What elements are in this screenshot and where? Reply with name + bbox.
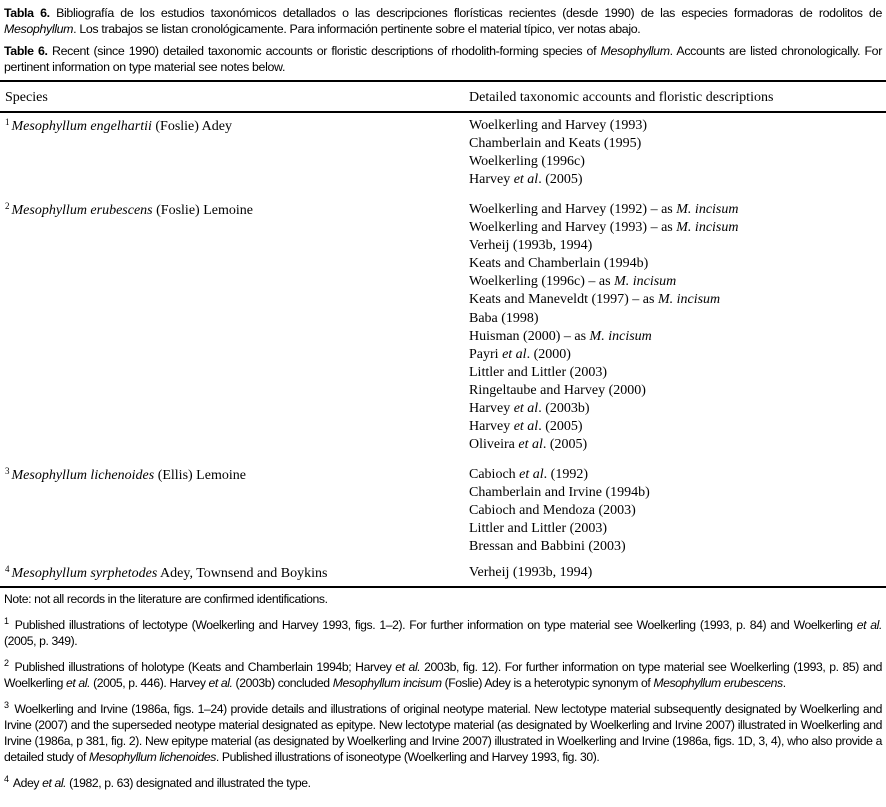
table-top-rule [0,80,886,82]
account-entry: Keats and Chamberlain (1994b) [469,256,649,272]
account-entry: Ringeltaube and Harvey (2000) [469,382,646,398]
accounts-cell [469,117,647,189]
species-name: Mesophyllum erubescens [11,203,153,218]
caption-english-label: Table 6. [4,44,48,58]
accounts-cell [469,466,650,556]
account-entry: Keats and Maneveldt (1997) – as M. incisum [469,292,721,308]
footnote-4: $^4$ Adey et al. (1982, p. 63) designated and illustrated the type. [4,774,311,790]
account-entry: Verheij (1993b, 1994) [469,238,593,254]
species-authority: (Foslie) Adey [151,119,232,134]
species-name: Mesophyllum syrphetodes [11,566,158,581]
species-authority: Adey, Townsend and Boykins [157,566,328,581]
account-entry: Woelkerling (1996c) – as M. incisum [469,274,677,290]
account-entry: Harvey et al. (2003b) [469,401,590,417]
footnote-2: $^2$ Published illustrations of holotype (Keats and Chamberlain 1994b; Harvey et al. 2003b, fig. 12). For further information on type material see Woelkerling (1993, p. 85) and Woelkerling et al. (2005, p. 446). Harvey et al. (2003b) concluded Mesophyllum incisum (Foslie) Adey is a heterotypic synonym of Mesophyllum erubescens. [4,658,882,690]
table-bottom-rule [0,586,886,588]
species-cell: $^3$ Mesophyllum lichenoides (Ellis) Lemoine [5,466,246,483]
note-general: Note: not all records in the literature are confirmed identifications. [4,592,328,606]
species-name: Mesophyllum lichenoides [11,468,155,483]
account-entry: Payri et al. (2000) [469,346,571,362]
species-cell: $^2$ Mesophyllum erubescens (Foslie) Lemoine [5,201,253,218]
account-entry: Littler and Littler (2003) [469,521,608,537]
account-entry: Oliveira et al. (2005) [469,437,588,453]
species-cell: $^4$ Mesophyllum syrphetodes Adey, Townsend and Boykins [5,564,328,581]
footnote-3: $^3$ Woelkerling and Irvine (1986a, figs. 1–24) provide details and illustrations of original neotype material. New lectotype material subsequently designated by Woelkerling and Irvine (2007) and the superseded neotype material designated as epitype. New lectotype material (as designated by Woelkerling and Irvine 2007) illustrated in Woelkerling and Irvine (1986a, p 381, fig. 2). New epitype material (as designated by Woelkerling and Irvine 2007) illustrated in Woelkerling and Irvine (1986a, figs. 1D, 3, 4), who also provide a detailed study of Mesophyllum lichenoides. Published illustrations of isoneotype (Woelkerling and Harvey 1993, fig. 30). [4,700,882,764]
accounts-cell [469,564,592,582]
caption-spanish-label: Tabla 6. [4,6,50,20]
header-accounts: Detailed taxonomic accounts and floristic descriptions [469,90,774,105]
caption-english: Table 6. Recent (since 1990) detailed taxonomic accounts or floristic descriptions of rhodolith-forming species of Mesophyllum. Accounts are listed chronologically. For pertinent information on type material see notes below. [4,44,882,74]
species-name: Mesophyllum engelhartii [11,119,152,134]
account-entry: Cabioch and Mendoza (2003) [469,503,636,519]
account-entry: Woelkerling and Harvey (1993) [469,118,648,133]
account-entry: Verheij (1993b, 1994) [469,565,593,580]
account-entry: Huisman (2000) – as M. incisum [469,328,652,344]
account-entry: Harvey et al. (2005) [469,419,583,435]
account-entry: Woelkerling (1996c) [469,154,585,170]
footnote-1: $^1$ Published illustrations of lectotype (Woelkerling and Harvey 1993, figs. 1–2). For further information on type material see Woelkerling (1993, p. 84) and Woelkerling et al. (2005, p. 349). [4,616,882,648]
table-notes [4,591,882,797]
account-entry: Littler and Littler (2003) [469,364,608,380]
account-entry: Chamberlain and Keats (1995) [469,136,642,152]
species-authority: (Ellis) Lemoine [154,468,246,483]
account-entry: Woelkerling and Harvey (1993) – as M. incisum [469,220,739,236]
account-entry: Harvey et al. (2005) [469,172,583,188]
account-entry: Bressan and Babbini (2003) [469,539,626,555]
account-entry: Chamberlain and Irvine (1994b) [469,485,650,501]
species-authority: (Foslie) Lemoine [152,203,253,218]
accounts-cell [469,201,738,454]
table-header-rule [0,111,886,113]
caption-spanish: Tabla 6. Bibliografía de los estudios taxonómicos detallados o las descripciones florísticas recientes (desde 1990) de las especies formadoras de rodolitos de Mesophyllum. Los trabajos se listan cronológicamente. Para información pertinente sobre el material típico, ver notas abajo. [4,6,883,36]
header-species: Species [5,90,48,105]
account-entry: Cabioch et al. (1992) [469,467,588,482]
account-entry: Woelkerling and Harvey (1992) – as M. incisum [469,202,739,217]
account-entry: Baba (1998) [469,310,539,326]
species-cell: $^1$ Mesophyllum engelhartii (Foslie) Adey [5,117,232,134]
